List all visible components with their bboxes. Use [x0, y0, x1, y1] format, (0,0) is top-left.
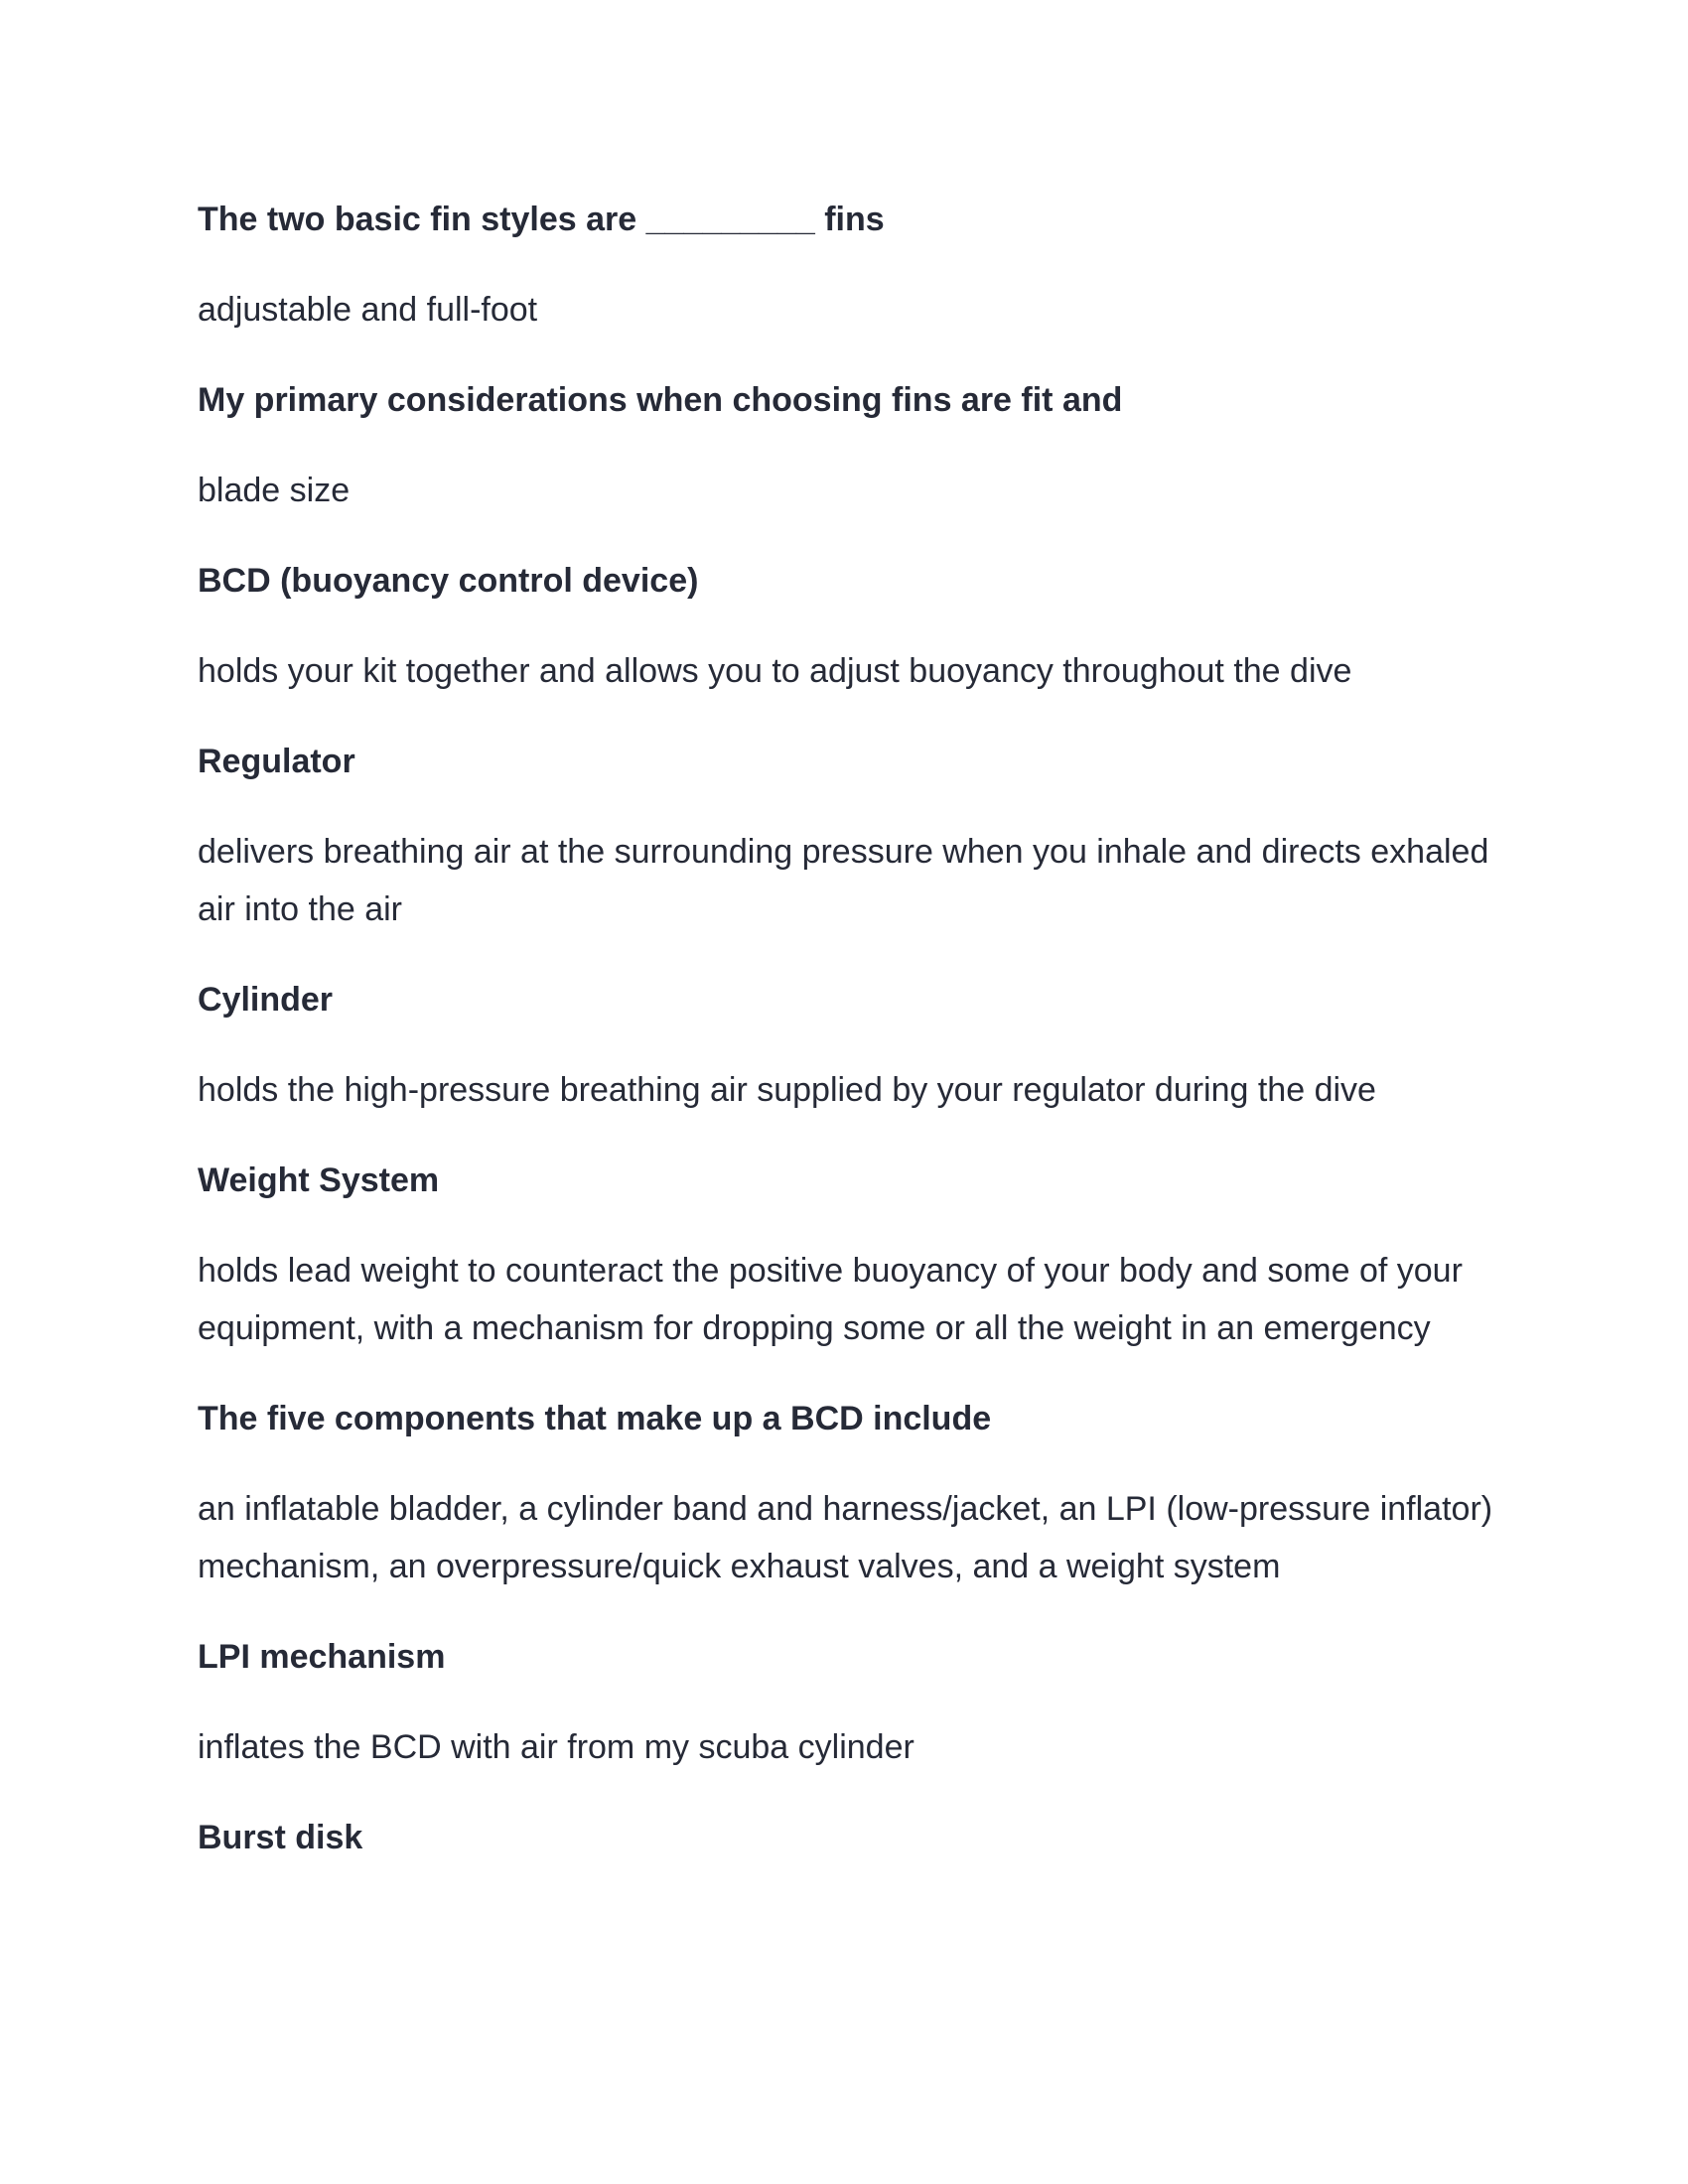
flashcard-cylinder	[198, 971, 1498, 1152]
card-definition: adjustable and full-foot	[198, 291, 538, 329]
card-term: BCD (buoyancy control device)	[198, 562, 699, 600]
card-definition: holds your kit together and allows you to adjust buoyancy throughout the dive	[198, 652, 1352, 690]
card-definition: blade size	[198, 472, 351, 509]
card-definition: holds the high-pressure breathing air supplied by your regulator during the dive	[198, 1071, 1376, 1109]
card-term: The five components that make up a BCD include	[198, 1400, 992, 1437]
card-term: My primary considerations when choosing fins are fit and	[198, 381, 1123, 419]
card-definition: an inflatable bladder, a cylinder band and harness/jacket, an LPI (low-pressure inflator) mechanism, an overpressure/quick exhaust valves, and a weight system	[198, 1490, 1493, 1585]
card-term: Weight System	[198, 1161, 440, 1199]
card-definition: delivers breathing air at the surrounding pressure when you inhale and directs exhaled air into the air	[198, 833, 1489, 928]
flashcard-weight-system	[198, 1152, 1498, 1390]
flashcard-bcd-components	[198, 1390, 1498, 1628]
flashcard-regulator	[198, 733, 1498, 971]
card-term: Regulator	[198, 743, 355, 780]
card-term: Cylinder	[198, 981, 334, 1019]
flashcard-lpi-mechanism	[198, 1628, 1498, 1809]
card-definition: holds lead weight to counteract the positive buoyancy of your body and some of your equipment, with a mechanism for dropping some or all the weight in an emergency	[198, 1252, 1463, 1347]
card-term: LPI mechanism	[198, 1638, 446, 1676]
flashcard-list	[198, 191, 1498, 1866]
card-term: Burst disk	[198, 1819, 363, 1856]
flashcard-bcd	[198, 552, 1498, 733]
card-term: The two basic fin styles are _________ fins	[198, 201, 885, 238]
flashcard-fin-styles	[198, 191, 1498, 371]
flashcard-fin-considerations	[198, 371, 1498, 552]
flashcard-burst-disk	[198, 1809, 1498, 1866]
card-definition: inflates the BCD with air from my scuba cylinder	[198, 1728, 914, 1766]
